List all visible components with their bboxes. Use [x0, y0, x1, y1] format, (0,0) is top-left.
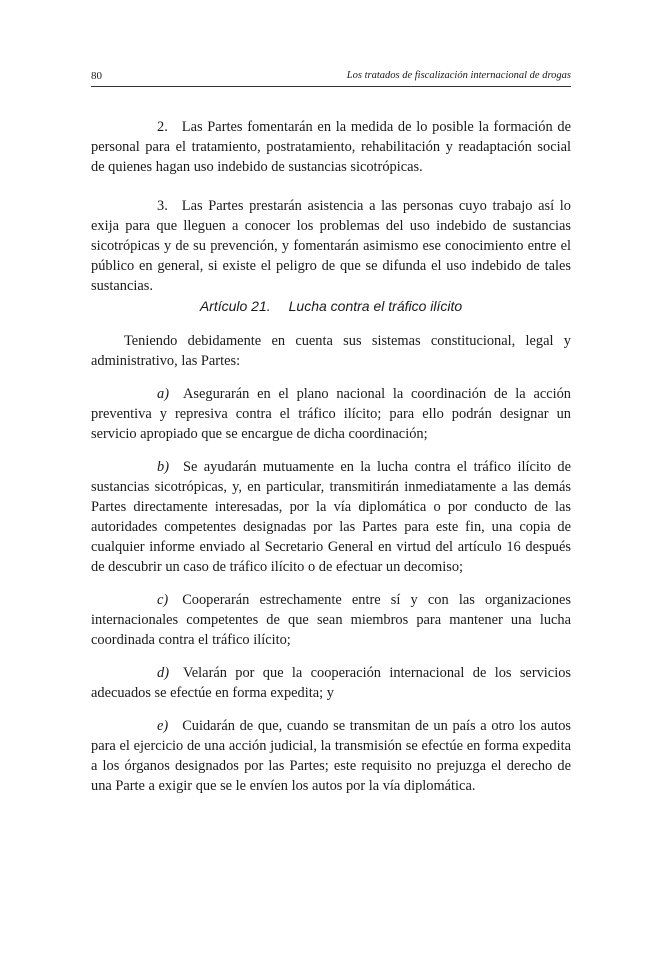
page-number: 80: [91, 70, 102, 82]
item-text: Cuidarán de que, cuando se transmitan de un país a otro los autos para el ejercicio de una acción judicial, la transmisión se efectúe en forma expedita a los órganos designados por las Partes; este requisito no prejuzga el derecho de una Parte a exigir que se le envíen los autos por la vía diplomática.: [91, 718, 571, 794]
list-item-e: [91, 716, 571, 796]
article-heading: [91, 296, 571, 316]
running-title: Los tratados de fiscalización internacional de drogas: [346, 70, 571, 81]
article-title: Lucha contra el tráfico ilícito: [288, 298, 463, 314]
item-letter: e): [157, 718, 169, 734]
page-header: [91, 66, 571, 87]
item-letter: a): [157, 386, 169, 402]
list-item-c: [91, 590, 571, 650]
paragraph-3: [91, 196, 571, 296]
list-item-a: [91, 384, 571, 444]
item-text: Se ayudarán mutuamente en la lucha contra el tráfico ilícito de sustancias sicotrópicas, y, en particular, transmitirán inmediatamente a las demás Partes directamente interesadas, por la vía diplomática o por conducto de las autoridades competentes designadas por las Partes para este fin, una copia de cualquier informe enviado al Secretario General en virtud del artículo 16 después de descubrir un caso de tráfico ilícito o de efectuar un decomiso;: [91, 459, 571, 575]
paragraph-number: 3.: [157, 198, 168, 214]
item-letter: c): [157, 592, 169, 608]
item-text: Velarán por que la cooperación internacional de los servicios adecuados se efectúe en forma expedita; y: [91, 665, 571, 701]
paragraph-number: 2.: [157, 119, 168, 135]
list-item-d: [91, 663, 571, 703]
item-text: Asegurarán en el plano nacional la coordinación de la acción preventiva y represiva contra el tráfico ilícito; para ello podrán designar un servicio apropiado que se encargue de dicha coordinación;: [91, 386, 571, 442]
article-label: Artículo 21.: [199, 298, 271, 314]
list-item-b: [91, 457, 571, 577]
paragraph-2: [91, 117, 571, 177]
item-text: Cooperarán estrechamente entre sí y con las organizaciones internacionales competentes de que sean miembros para mantener una lucha coordinada contra el tráfico ilícito;: [91, 592, 571, 648]
page-body: [91, 117, 571, 796]
article-intro: Teniendo debidamente en cuenta sus sistemas constitucional, legal y administrativo, las Partes:: [91, 333, 571, 369]
paragraph-text: Las Partes prestarán asistencia a las personas cuyo trabajo así lo exija para que lleguen a conocer los problemas del uso indebido de sustancias sicotrópicas y de su prevención, y fomentarán asimismo ese conocimiento entre el público en general, si existe el peligro de que se difunda el uso indebido de tales sustancias.: [91, 198, 571, 294]
paragraph-text: Las Partes fomentarán en la medida de lo posible la formación de personal para el tratamiento, postratamiento, rehabilitación y readaptación social de quienes hagan uso indebido de sustancias sicotrópicas.: [91, 119, 571, 175]
item-letter: b): [157, 459, 169, 475]
item-letter: d): [157, 665, 169, 681]
